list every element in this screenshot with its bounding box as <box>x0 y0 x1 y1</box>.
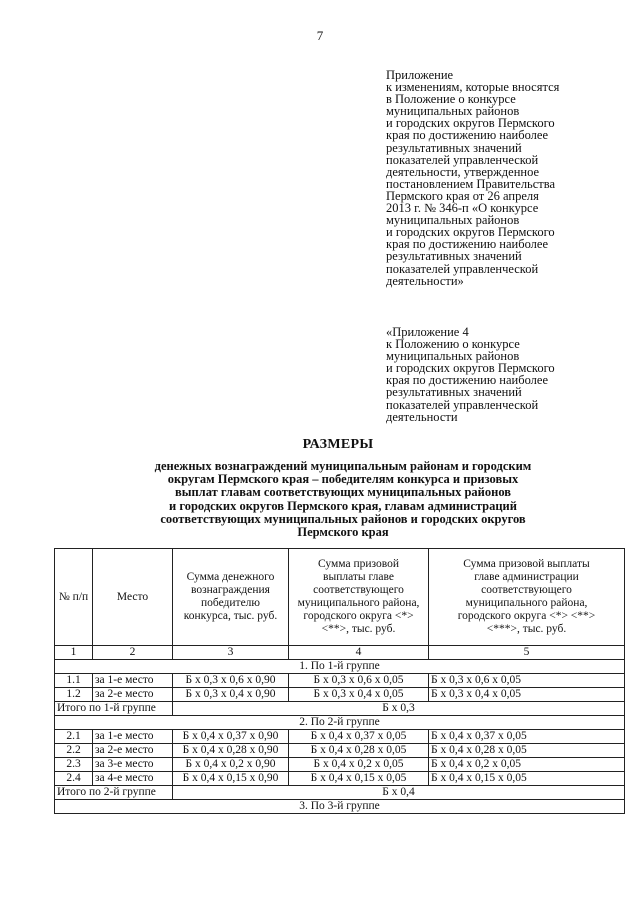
header-text-line: соответствующего <box>313 584 404 596</box>
header-admin-prize <box>429 549 625 646</box>
header-award-sum <box>173 549 289 646</box>
group-heading-row <box>55 660 625 674</box>
appendix-note-line: к изменениям, которые вносятся <box>386 80 560 95</box>
table-row <box>55 744 625 758</box>
row-number: 1.2 <box>55 688 93 702</box>
appendix-note-line: и городских округов Пермского <box>386 225 555 240</box>
subtitle-line: выплат главам соответствующих муниципальных районов <box>174 485 512 500</box>
row-admin-prize-formula: Б x 0,3 x 0,6 x 0,05 <box>429 674 625 688</box>
row-place: за 1-е место <box>93 730 173 744</box>
appendix-note-line: деятельности» <box>386 273 464 288</box>
header-text-line: главе администрации <box>474 571 579 583</box>
table-row <box>55 772 625 786</box>
header-text-line: Сумма призовой выплаты <box>463 558 590 570</box>
header-text-line: Сумма призовой <box>318 558 399 570</box>
group-heading: 1. По 1-й группе <box>55 660 625 674</box>
row-place: за 1-е место <box>93 674 173 688</box>
column-number-cell: 4 <box>289 646 429 660</box>
subtitle-line: Пермского края <box>297 525 389 540</box>
appendix-note-line: и городских округов Пермского <box>386 116 555 131</box>
row-head-prize-formula: Б x 0,4 x 0,2 x 0,05 <box>289 758 429 772</box>
group-total-row <box>55 702 625 716</box>
row-award-formula: Б x 0,4 x 0,37 x 0,90 <box>173 730 289 744</box>
header-num: № п/п <box>55 549 93 646</box>
header-text-line: выплаты главе <box>323 571 394 583</box>
row-number: 1.1 <box>55 674 93 688</box>
appendix-note-line: муниципальных районов <box>386 104 520 119</box>
row-place: за 2-е место <box>93 744 173 758</box>
appendix-note-line: края по достижению наиболее <box>386 237 548 252</box>
header-text-line: городского округа <*> <**> <box>457 610 596 622</box>
row-head-prize-formula: Б x 0,4 x 0,28 x 0,05 <box>289 744 429 758</box>
row-admin-prize-formula: Б x 0,4 x 0,2 x 0,05 <box>429 758 625 772</box>
row-award-formula: Б x 0,3 x 0,6 x 0,90 <box>173 674 289 688</box>
header-text-line: победителю <box>200 597 261 609</box>
appendix-note-line: в Положение о конкурсе <box>386 92 516 107</box>
row-head-prize-formula: Б x 0,4 x 0,15 x 0,05 <box>289 772 429 786</box>
appendix-note-line: Пермского края от 26 апреля <box>386 188 539 203</box>
column-number-cell: 3 <box>173 646 289 660</box>
header-place: Место <box>93 549 173 646</box>
group-heading-row <box>55 800 625 814</box>
row-place: за 2-е место <box>93 688 173 702</box>
row-head-prize-formula: Б x 0,3 x 0,4 x 0,05 <box>289 688 429 702</box>
header-text-line: муниципального района, <box>297 597 420 609</box>
column-number-row <box>55 646 625 660</box>
appendix-note-line: результативных значений <box>386 140 522 155</box>
appendix-note-line: 2013 г. № 346-п «О конкурсе <box>386 201 539 216</box>
row-admin-prize-formula: Б x 0,4 x 0,37 x 0,05 <box>429 730 625 744</box>
row-admin-prize-formula: Б x 0,4 x 0,28 x 0,05 <box>429 744 625 758</box>
table-row <box>55 688 625 702</box>
appendix-note-line: показателей управленческой <box>386 152 539 167</box>
appendix-note-line: показателей управленческой <box>386 261 539 276</box>
appendix-note-line: деятельности, утвержденное <box>386 164 540 179</box>
group-total-value: Б x 0,3 <box>173 702 625 716</box>
column-number-cell: 2 <box>93 646 173 660</box>
header-text-line: конкурса, тыс. руб. <box>183 610 278 622</box>
appendix-note-line: края по достижению наиболее <box>386 128 548 143</box>
row-number: 2.2 <box>55 744 93 758</box>
appendix-4-line: и городских округов Пермского <box>386 361 555 376</box>
appendix-4-line: к Положению о конкурсе <box>386 337 520 352</box>
header-text-line: <***>, тыс. руб. <box>486 623 567 635</box>
table-row <box>55 674 625 688</box>
document-title: РАЗМЕРЫ <box>302 437 374 452</box>
appendix-note <box>386 69 616 287</box>
row-award-formula: Б x 0,4 x 0,2 x 0,90 <box>173 758 289 772</box>
appendix-note-line: результативных значений <box>386 249 522 264</box>
row-number: 2.1 <box>55 730 93 744</box>
subtitle-line: соответствующих муниципальных районов и городских округов <box>160 511 526 526</box>
subtitle-line: и городских округов Пермского края, главам администраций <box>169 498 517 513</box>
page-number: 7 <box>316 28 324 43</box>
appendix-4-line: края по достижению наиболее <box>386 373 548 388</box>
appendix-note-line: Приложение <box>386 68 454 82</box>
group-total-value: Б x 0,4 <box>173 786 625 800</box>
header-text-line: соответствующего <box>481 584 572 596</box>
row-admin-prize-formula: Б x 0,3 x 0,4 x 0,05 <box>429 688 625 702</box>
subtitle-line: округам Пермского края – победителям конкурса и призовых <box>167 472 519 487</box>
header-text-line: вознаграждения <box>191 584 270 596</box>
header-text-line: <**>, тыс. руб. <box>321 623 396 635</box>
appendix-4-line: «Приложение 4 <box>386 325 469 339</box>
row-head-prize-formula: Б x 0,4 x 0,37 x 0,05 <box>289 730 429 744</box>
table-row <box>55 758 625 772</box>
table-row <box>55 730 625 744</box>
appendix-note-line: постановлением Правительства <box>386 176 556 191</box>
appendix-4-line: деятельности <box>386 409 458 424</box>
row-award-formula: Б x 0,3 x 0,4 x 0,90 <box>173 688 289 702</box>
row-award-formula: Б x 0,4 x 0,15 x 0,90 <box>173 772 289 786</box>
appendix-4-line: муниципальных районов <box>386 349 520 364</box>
header-text-line: городского округа <*> <box>303 610 414 622</box>
appendix-4-line: показателей управленческой <box>386 397 539 412</box>
row-place: за 3-е место <box>93 758 173 772</box>
appendix-4-heading <box>386 326 616 423</box>
appendix-4-line: результативных значений <box>386 385 522 400</box>
header-text-line: Сумма денежного <box>186 571 275 583</box>
awards-table <box>54 548 625 814</box>
column-number-cell: 1 <box>55 646 93 660</box>
table-header-row <box>55 549 625 646</box>
row-head-prize-formula: Б x 0,3 x 0,6 x 0,05 <box>289 674 429 688</box>
appendix-note-line: муниципальных районов <box>386 213 520 228</box>
group-total-label: Итого по 2-й группе <box>55 786 173 800</box>
header-text-line: муниципального района, <box>465 597 588 609</box>
group-heading: 3. По 3-й группе <box>55 800 625 814</box>
group-total-label: Итого по 1-й группе <box>55 702 173 716</box>
column-number-cell: 5 <box>429 646 625 660</box>
group-heading-row <box>55 716 625 730</box>
row-number: 2.3 <box>55 758 93 772</box>
row-number: 2.4 <box>55 772 93 786</box>
group-heading: 2. По 2-й группе <box>55 716 625 730</box>
row-place: за 4-е место <box>93 772 173 786</box>
subtitle-line: денежных вознаграждений муниципальным районам и городским <box>154 459 532 473</box>
row-admin-prize-formula: Б x 0,4 x 0,15 x 0,05 <box>429 772 625 786</box>
row-award-formula: Б x 0,4 x 0,28 x 0,90 <box>173 744 289 758</box>
document-subtitle <box>60 460 626 539</box>
group-total-row <box>55 786 625 800</box>
header-head-prize <box>289 549 429 646</box>
